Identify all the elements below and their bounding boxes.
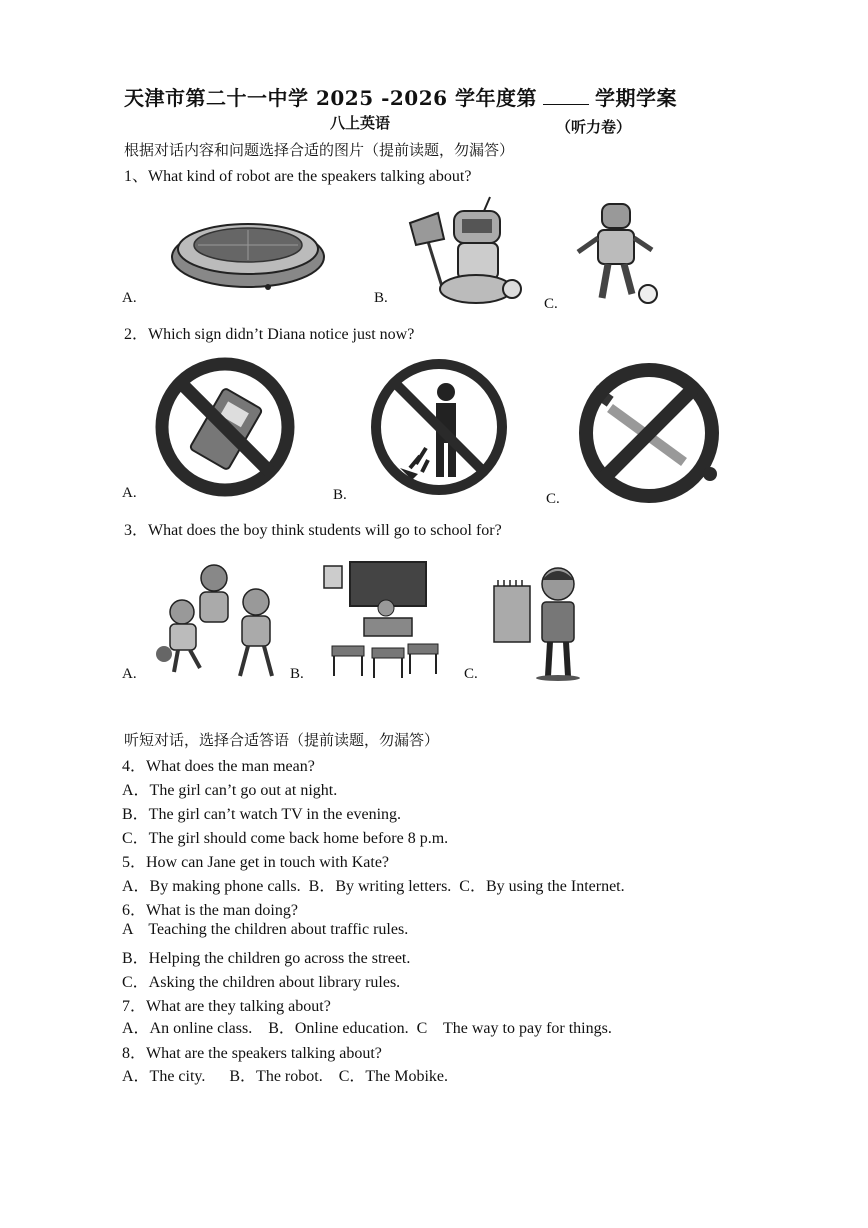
paper-type-label: （听力卷） [556, 118, 632, 136]
q2-option-a: A. [122, 485, 137, 501]
q2-option-c: C. [546, 491, 560, 507]
section2-line: B．Helping the children go across the street. [122, 950, 411, 967]
no-smoking-sign-icon [576, 362, 722, 504]
page-title [124, 82, 677, 111]
section2-line: A．The city. B．The robot. C．The Mobike. [122, 1068, 449, 1085]
section2-line: A Teaching the children about traffic rules. [122, 921, 409, 938]
semester-blank [543, 90, 589, 105]
boy-with-notebook-icon [490, 560, 586, 684]
section2-line: 5．How can Jane get in touch with Kate? [122, 854, 390, 871]
q3-option-c: C. [464, 666, 478, 682]
q3-option-a: A. [122, 666, 137, 682]
children-playing-icon [152, 560, 282, 682]
classroom-icon [322, 560, 440, 682]
section2-line: 6．What is the man doing? [122, 902, 298, 919]
section2-line: 4．What does the man mean? [122, 758, 315, 775]
no-littering-sign-icon [366, 356, 512, 498]
q1-option-a: A. [122, 290, 137, 306]
no-phone-sign-icon [152, 356, 298, 498]
section2-line: 7．What are they talking about? [122, 998, 331, 1015]
section2-line: A．An online class. B．Online education. C The way to pay for things. [122, 1020, 612, 1037]
robot-vacuum-icon [168, 205, 330, 295]
title-right: 学期学案 [595, 86, 678, 110]
section2-line: 8．What are the speakers talking about? [122, 1045, 382, 1062]
q1-option-c: C. [544, 296, 558, 312]
soccer-robot-icon [572, 198, 664, 308]
section1-instruction: 根据对话内容和问题选择合适的图片（提前读题，勿漏答） [124, 141, 515, 159]
section2-line: A．By making phone calls. B．By writing letters. C．By using the Internet. [122, 878, 625, 895]
subject-label: 八上英语 [330, 114, 391, 132]
question-1: 1、What kind of robot are the speakers talking about? [124, 168, 472, 185]
title-left: 天津市第二十一中学 2025 -2026 学年度第 [124, 86, 538, 110]
question-3: 3．What does the boy think students will go to school for? [124, 522, 502, 539]
q3-option-b: B. [290, 666, 304, 682]
cleaning-robot-icon [404, 193, 534, 308]
q1-option-b: B. [374, 290, 388, 306]
q2-option-b: B. [333, 487, 347, 503]
section2-line: C．The girl should come back home before 8 p.m. [122, 830, 449, 847]
section2-line: C．Asking the children about library rules. [122, 974, 401, 991]
question-2: 2．Which sign didn’t Diana notice just now? [124, 326, 415, 343]
section2-line: A．The girl can’t go out at night. [122, 782, 338, 799]
section2-line: B．The girl can’t watch TV in the evening. [122, 806, 402, 823]
section2-instruction: 听短对话，选择合适答语（提前读题，勿漏答） [124, 731, 440, 749]
